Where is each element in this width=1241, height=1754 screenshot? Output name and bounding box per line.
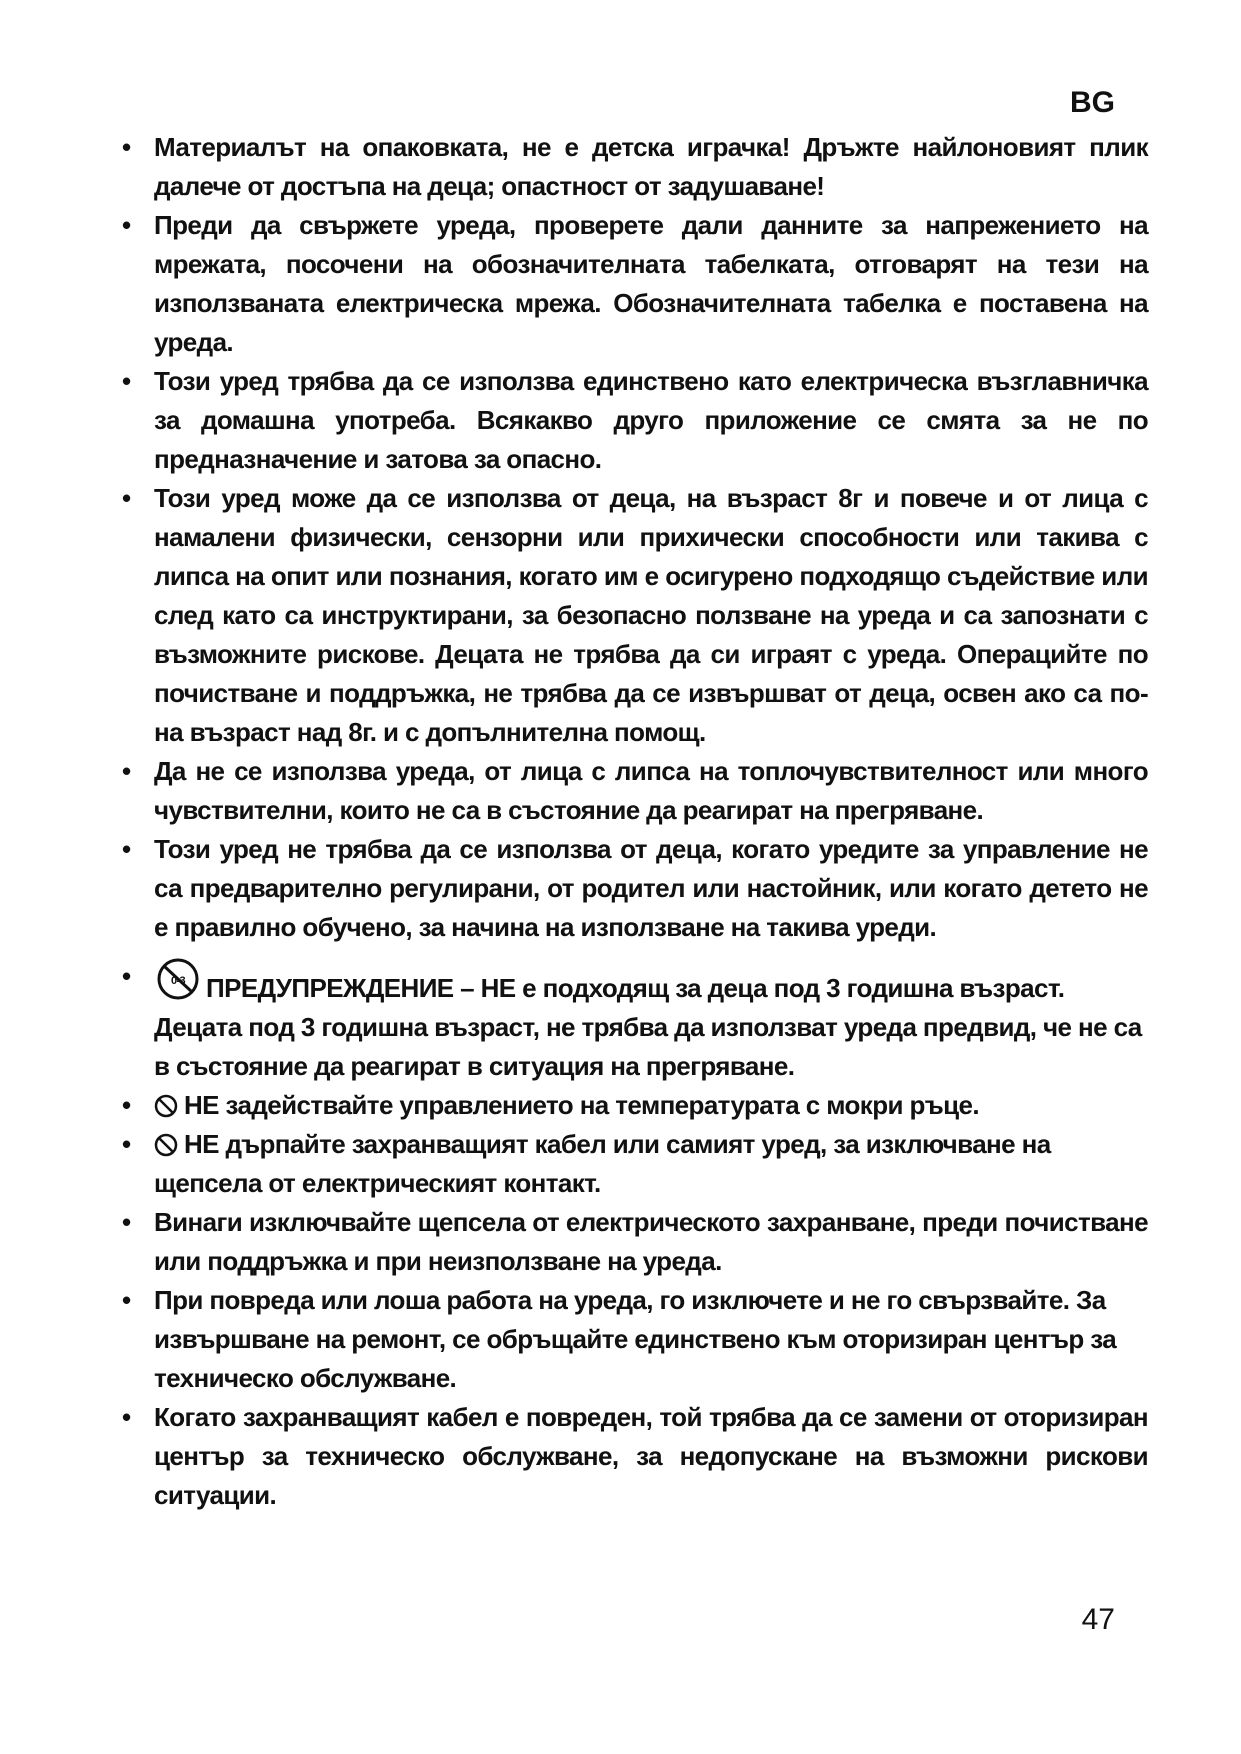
list-item [122,128,1148,206]
prohibition-icon [154,1094,178,1118]
prohibition-icon [154,1133,178,1157]
list-item-content [154,957,1148,1086]
list-item-text: • Преди да свържете уреда, проверете дали данните за напрежението на мрежата, посочени на обозначителната табелката, отговарят на тези на използваната електрическа мрежа. Обозначителната табелка е поставена на уреда. [154,210,1148,357]
list-item [122,830,1148,947]
list-item [122,362,1148,479]
list-item-text: • Този уред трябва да се използва единствено като електрическа възглавничка за домашна употреба. Всякакво друго приложение се смята за не по предназначение и затова за опасно. [154,366,1148,474]
list-item [122,1125,1148,1203]
list-item-text: ПРЕДУПРЕЖДЕНИЕ – НЕ е подходящ за деца под 3 годишна възраст. Децата под 3 годишна възраст, не трябва да използват уреда предвид, че не са в състояние да реагират в ситуация на прегряване. [154,973,1142,1081]
list-item [122,752,1148,830]
list-item [122,1203,1148,1281]
age-restriction-label: • 0-3 [170,975,186,987]
list-item-text: • Да не се използва уреда, от лица с липса на топлочувствителност или много чувствителни, които не са в състояние да реагират на прегряване. [154,756,1148,825]
language-code: BG [1070,86,1115,119]
list-item-text: • Винаги изключвайте щепсела от електрическото захранване, преди почистване или поддръжка и при неизползване на уреда. [154,1207,1148,1276]
list-item-text: • Когато захранващият кабел е повреден, той трябва да се замени от оторизиран център за техническо обслужване, за недопускане на възможни рискови ситуации. [154,1402,1148,1510]
list-item [122,206,1148,362]
list-item-text: • При повреда или лоша работа на уреда, го изключете и не го свързвайте. За извършване на ремонт, се обръщайте единствено към оторизиран център за техническо обслужване. [154,1285,1117,1393]
list-item-text: • Този уред не трябва да се използва от деца, когато уредите за управление не са предварително регулирани, от родител или настойник, или когато детето не е правилно обучено, за начина на използване на такива уреди. [154,834,1148,942]
list-item-text: • Материалът на опаковката, не е детска играчка! Дръжте найлоновият плик далече от достъпа на деца; опастност от задушаване! [154,132,1148,201]
safety-instructions-list [122,128,1148,1515]
list-item [122,1086,1148,1125]
list-item-text: НЕ дърпайте захранващият кабел или самият уред, за изключване на щепсела от електрическият контакт. [154,1129,1051,1198]
list-item [122,1281,1148,1398]
age-restriction-icon [154,957,204,1001]
list-item-text: • Този уред може да се използва от деца, на възраст 8г и повече и от лица с намалени физически, сензорни или прихически способности или такива с липса на опит или познания, когато им е осигурено подходящо съдействие или след като са инструктирани, за безопасно ползване на уреда и са запознати с възможните рискове. Децата не трябва да си играят с уреда. Операцийте по почистване и поддръжка, не трябва да се извършват от деца, освен ако са по-на възраст над 8г. и с допълнителна помощ. [154,483,1148,747]
page-number: 47 [1081,1603,1115,1636]
list-item-content [154,1086,1148,1125]
list-item-text: НЕ задействайте управлението на температурата с мокри ръце. [184,1090,980,1120]
list-item-content [154,1125,1148,1203]
list-item [122,1398,1148,1515]
list-item [122,957,1148,1086]
list-item [122,479,1148,752]
